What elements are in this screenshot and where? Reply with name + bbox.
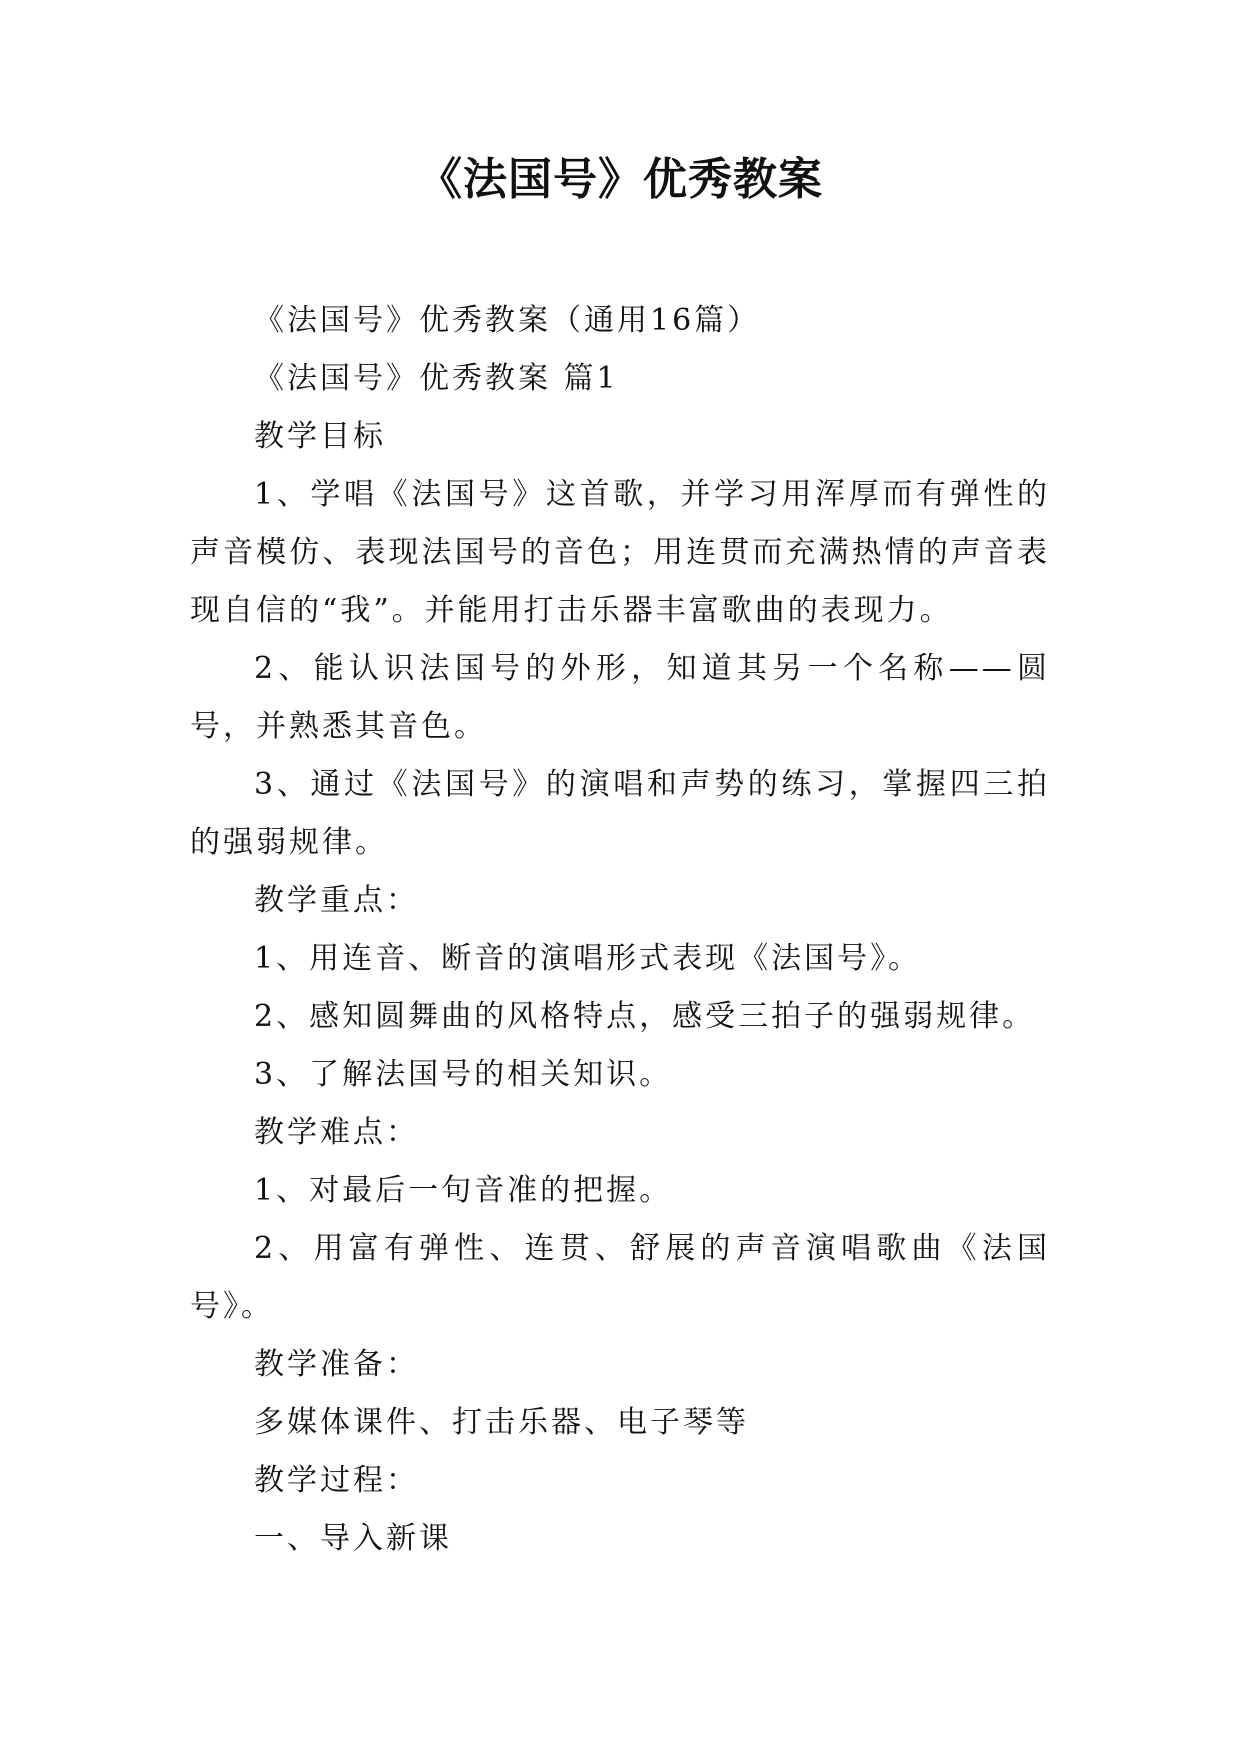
paragraph-section-heading: 《法国号》优秀教案 篇1 [254, 361, 619, 396]
paragraph-difficulties-heading: 教学难点： [254, 1115, 419, 1150]
paragraph-key-point-3: 3、了解法国号的相关知识。 [254, 1057, 673, 1092]
paragraph-teaching-goals-heading: 教学目标 [254, 419, 386, 454]
paragraph-difficulty-2: 2、用富有弹性、连贯、舒展的声音演唱歌曲《法国号》。 [190, 1231, 1050, 1324]
paragraph-goal-1: 1、学唱《法国号》这首歌，并学习用浑厚而有弹性的声音模仿、表现法国号的音色；用连贯而充满热情的声音表现自信的“我”。并能用打击乐器丰富歌曲的表现力。 [190, 477, 1050, 628]
paragraph-subtitle: 《法国号》优秀教案（通用16篇） [254, 303, 761, 338]
paragraph-process-step-1: 一、导入新课 [254, 1521, 452, 1556]
paragraph-key-point-2: 2、感知圆舞曲的风格特点，感受三拍子的强弱规律。 [254, 999, 1036, 1034]
document-body [190, 292, 1050, 1568]
paragraph-process-heading: 教学过程： [254, 1463, 419, 1498]
paragraph-difficulty-1: 1、对最后一句音准的把握。 [254, 1173, 673, 1208]
paragraph-key-point-1: 1、用连音、断音的演唱形式表现《法国号》。 [254, 941, 922, 976]
paragraph-key-points-heading: 教学重点： [254, 883, 419, 918]
paragraph-preparation-heading: 教学准备： [254, 1347, 419, 1382]
paragraph-goal-2: 2、能认识法国号的外形，知道其另一个名称——圆号，并熟悉其音色。 [190, 651, 1050, 744]
document-title: 《法国号》优秀教案 [418, 154, 823, 205]
paragraph-preparation-items: 多媒体课件、打击乐器、电子琴等 [254, 1405, 749, 1440]
paragraph-goal-3: 3、通过《法国号》的演唱和声势的练习，掌握四三拍的强弱规律。 [190, 767, 1050, 860]
